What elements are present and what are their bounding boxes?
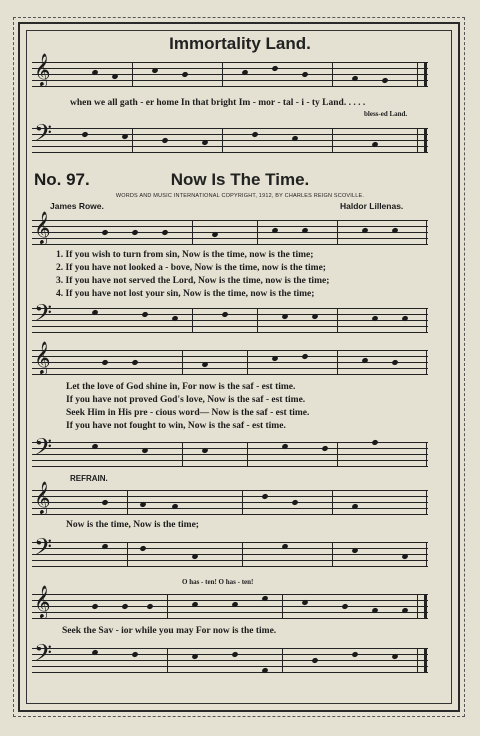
refrain-label: REFRAIN. bbox=[70, 474, 108, 483]
bass-clef-icon: 𝄢 bbox=[34, 119, 53, 152]
verse-line-6: If you have not proved God's love, Now is the saf - est time. bbox=[66, 395, 306, 405]
verse-line-5: Let the love of God shine in, For now is the saf - est time. bbox=[66, 382, 296, 392]
bass-staff-3 bbox=[32, 433, 428, 466]
treble-staff-3 bbox=[32, 341, 428, 374]
bass-staff-2 bbox=[32, 299, 428, 332]
previous-hymn-title: Immortality Land. bbox=[169, 34, 311, 53]
treble-staff-1 bbox=[32, 53, 428, 86]
hymn-title: Now Is The Time. bbox=[170, 170, 310, 189]
treble-clef-icon: 𝄞 bbox=[34, 481, 51, 514]
bass-clef-icon: 𝄢 bbox=[34, 433, 53, 466]
bass-clef-icon: 𝄢 bbox=[34, 533, 53, 566]
bass-clef-icon: 𝄢 bbox=[34, 639, 53, 672]
bass-staff-4 bbox=[32, 533, 428, 566]
hymn-number: No. 97. bbox=[34, 170, 90, 189]
previous-hymn-alt-lyric: bless-ed Land. bbox=[364, 110, 408, 118]
verse-line-3: 3. If you have not served the Lord, Now is the time, now is the time; bbox=[56, 276, 330, 286]
previous-hymn-lyric: when we all gath - er home In that bright Im - mor - tal - i - ty Land. . . . . bbox=[70, 98, 366, 108]
bass-staff-5 bbox=[32, 639, 428, 672]
bass-staff-1 bbox=[32, 119, 428, 152]
refrain-line-2: Seek the Sav - ior while you may For now is the time. bbox=[62, 626, 277, 636]
verse-line-1: 1. If you wish to turn from sin, Now is the time, now is the time; bbox=[56, 250, 314, 260]
refrain-echo: O has - ten! O has - ten! bbox=[182, 578, 254, 586]
treble-staff-2 bbox=[32, 211, 428, 244]
composer-credit: Haldor Lillenas. bbox=[340, 201, 404, 211]
verse-line-7: Seek Him in His pre - cious word— Now is the saf - est time. bbox=[66, 408, 310, 418]
treble-clef-icon: 𝄞 bbox=[34, 211, 51, 244]
treble-clef-icon: 𝄞 bbox=[34, 53, 51, 86]
refrain-line-1: Now is the time, Now is the time; bbox=[66, 520, 199, 530]
verse-line-2: 2. If you have not looked a - bove, Now is the time, now is the time; bbox=[56, 263, 326, 273]
treble-clef-icon: 𝄞 bbox=[34, 585, 51, 618]
verse-line-8: If you have not fought to win, Now is the saf - est time. bbox=[66, 421, 286, 431]
verse-line-4: 4. If you have not lost your sin, Now is the time, now is the time; bbox=[56, 289, 315, 299]
treble-staff-4 bbox=[32, 481, 428, 514]
lyricist-credit: James Rowe. bbox=[50, 201, 104, 211]
treble-clef-icon: 𝄞 bbox=[34, 341, 51, 374]
bass-clef-icon: 𝄢 bbox=[34, 299, 53, 332]
treble-staff-5 bbox=[32, 585, 428, 618]
copyright-notice: WORDS AND MUSIC INTERNATIONAL COPYRIGHT, 1912, BY CHARLES REIGN SCOVILLE. bbox=[115, 193, 365, 199]
